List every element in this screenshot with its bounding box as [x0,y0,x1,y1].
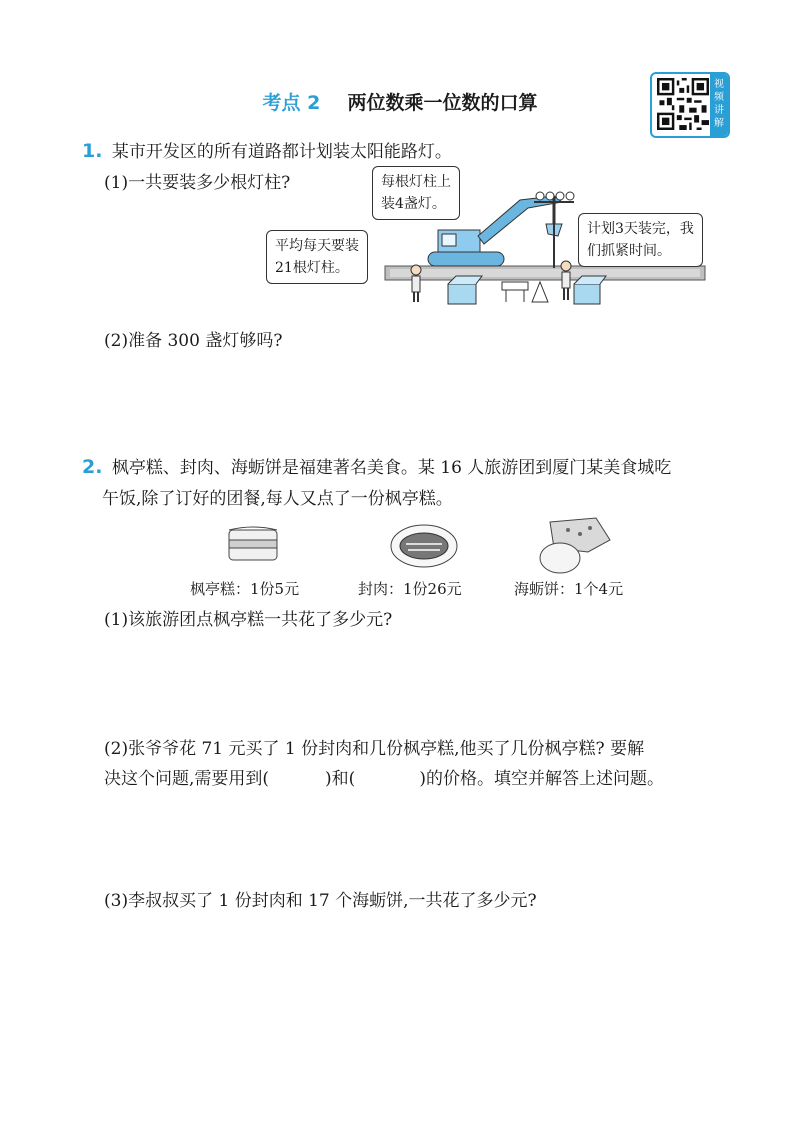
worker-icon [411,265,421,302]
question-2-part-2-line-1: (2)张爷爷花 71 元买了 1 份封肉和几份枫亭糕,他买了几份枫亭糕? 要解 [104,739,645,759]
box-icon [574,276,606,304]
food-price-oyster-cake: 海蛎饼：1个4元 [514,580,624,598]
cake-icon [225,522,281,568]
speech-bubble-schedule: 计划3天装完，我 们抓紧时间。 [578,213,703,267]
question-text: 某市开发区的所有道路都计划装太阳能路灯。 [111,142,452,162]
video-label: 视频讲解 [710,74,728,136]
question-1-part-2: (2)准备 300 盏灯够吗? [104,331,283,351]
oyster-cake-icon [534,514,614,576]
question-number: 1. [82,140,103,162]
worker-icon [561,261,571,300]
question-number: 2. [82,456,103,478]
question-2-part-1: (1)该旅游团点枫亭糕一共花了多少元? [104,610,393,630]
question-2-part-3: (3)李叔叔买了 1 份封肉和 17 个海蛎饼,一共花了多少元? [104,891,537,911]
question-1-stem [82,136,452,167]
box-icon [448,276,482,304]
video-qr-code[interactable] [650,72,730,138]
question-2-part-2-line-2: 决这个问题,需要用到( )和( )的价格。填空并解答上述问题。 [104,769,664,789]
braised-pork-icon [388,520,460,570]
question-text: 枫亭糕、封肉、海蛎饼是福建著名美食。某 16 人旅游团到厦门某美食城吃 [111,458,672,478]
topic-tag: 考点 2 [262,92,321,114]
food-price-pork: 封肉：1份26元 [358,580,462,598]
question-2-stem-line-1 [82,452,671,483]
question-1-part-1: (1)一共要装多少根灯柱? [104,173,291,193]
traffic-barrier-icon [502,282,548,302]
speech-bubble-poles-per-day: 平均每天要装 21根灯柱。 [266,230,368,284]
speech-bubble-lamps: 每根灯柱上 装4盏灯。 [372,166,460,220]
qr-code-icon [657,78,709,130]
topic-title: 两位数乘一位数的口算 [347,92,538,114]
food-price-cake: 枫亭糕：1份5元 [190,580,300,598]
question-2-stem-line-2: 午饭,除了订好的团餐,每人又点了一份枫亭糕。 [102,489,453,509]
